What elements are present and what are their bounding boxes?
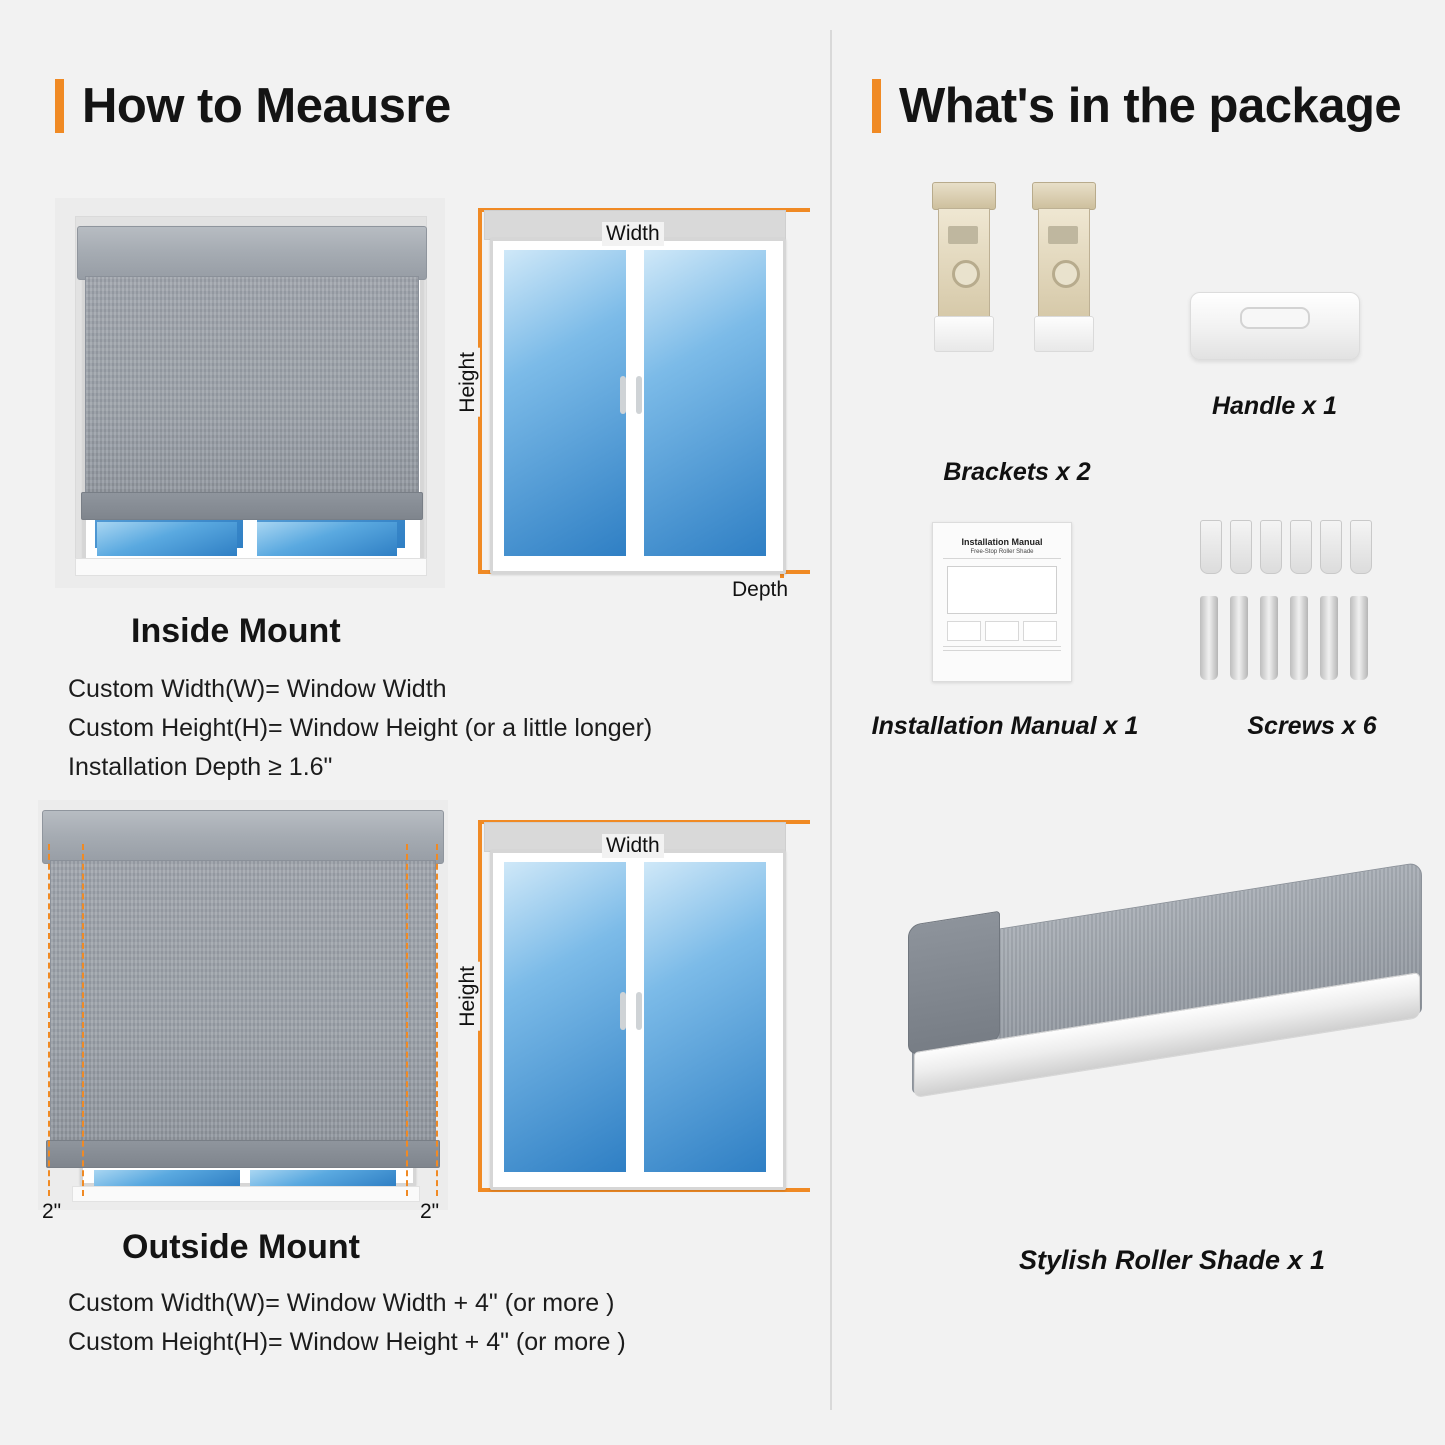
wall-anchor [1230, 520, 1252, 574]
depth-label-inside: Depth [728, 578, 792, 602]
brackets-label: Brackets x 2 [943, 458, 1091, 486]
inside-shade-fabric [85, 276, 419, 496]
package-title: What's in the package [899, 79, 1402, 133]
outside-bullet-2: Custom Height(H)= Window Height + 4" (or more ) [68, 1328, 626, 1356]
manual-rule [943, 558, 1061, 559]
screws-group [1200, 596, 1380, 686]
handle-part [1190, 292, 1360, 360]
window-glass-left-4 [504, 862, 626, 1172]
wall-anchor [1200, 520, 1222, 574]
manual-cell [947, 621, 981, 641]
window-glass-left-2 [504, 250, 626, 556]
right-extension-label: 2" [420, 1200, 440, 1223]
screw [1230, 596, 1248, 680]
handle-slot [1240, 307, 1310, 329]
exposed-glass-right-2 [250, 1170, 396, 1186]
manual-figure [947, 566, 1057, 614]
wall-anchors-group [1200, 520, 1380, 580]
outside-shade-fabric [50, 860, 436, 1144]
wall-anchor [1290, 520, 1312, 574]
wall-anchor [1260, 520, 1282, 574]
height-label-outside: Height [456, 962, 480, 1031]
how-to-measure-title: How to Meausre [82, 79, 451, 133]
window-sill [75, 558, 427, 576]
accent-bar [55, 79, 64, 133]
height-label-inside: Height [456, 348, 480, 417]
screw [1350, 596, 1368, 680]
width-label-inside: Width [602, 222, 664, 246]
inside-bullet-1: Custom Width(W)= Window Width [68, 675, 447, 703]
screws-label: Screws x 6 [1247, 712, 1377, 740]
inside-mount-photo [55, 198, 445, 588]
wall-anchor [1350, 520, 1372, 574]
exposed-glass-right [257, 522, 397, 556]
left-window-edge-guide [82, 844, 84, 1196]
manual-rule-3 [943, 650, 1061, 651]
package-contents-column [832, 0, 1445, 1445]
manual-subtitle: Free-Stop Roller Shade [970, 549, 1034, 555]
outside-mount-measure-diagram [456, 810, 810, 1210]
window-handle-left-2 [620, 992, 626, 1030]
screw [1320, 596, 1338, 680]
outside-bullet-1: Custom Width(W)= Window Width + 4" (or more ) [68, 1289, 615, 1317]
outside-bottom-rail [46, 1140, 440, 1168]
bracket-2 [1032, 182, 1094, 354]
inside-bullet-3: Installation Depth ≥ 1.6" [68, 753, 333, 781]
inside-mount-caption: Inside Mount [131, 612, 341, 650]
bracket-1 [932, 182, 994, 354]
screw [1260, 596, 1278, 680]
inside-bullet-2: Custom Height(H)= Window Height (or a little longer) [68, 714, 653, 742]
outside-mount-bullets [68, 1284, 788, 1362]
accent-bar-2 [872, 79, 881, 133]
window-handle-right-2 [636, 992, 642, 1030]
package-heading [872, 78, 1401, 134]
manual-label: Installation Manual x 1 [871, 712, 1139, 740]
how-to-measure-heading [55, 78, 451, 134]
window-glass-right-4 [644, 862, 766, 1172]
roller-shade-product [902, 860, 1432, 1170]
right-window-edge-guide [406, 844, 408, 1196]
manual-cell [985, 621, 1019, 641]
roller-end-cap [908, 911, 1000, 1056]
left-extension-guide [48, 844, 50, 1196]
screw [1290, 596, 1308, 680]
manual-rule-2 [943, 646, 1061, 647]
left-extension-label: 2" [42, 1200, 62, 1223]
outside-valance [42, 810, 444, 864]
right-extension-guide [436, 844, 438, 1196]
screw [1200, 596, 1218, 680]
inside-mount-bullets [68, 670, 768, 787]
roller-shade-label: Stylish Roller Shade x 1 [1018, 1245, 1326, 1275]
exposed-glass-left-2 [94, 1170, 240, 1186]
width-label-outside: Width [602, 834, 664, 858]
manual-title: Installation Manual [961, 537, 1043, 547]
exposed-glass-left [97, 522, 237, 556]
inside-mount-measure-diagram [456, 198, 810, 601]
handle-label: Handle x 1 [1211, 392, 1338, 420]
window-handle-right [636, 376, 642, 414]
inside-bottom-rail [81, 492, 423, 520]
window-sill-2 [72, 1186, 420, 1202]
manual-row-1 [947, 621, 1057, 641]
window-glass-right-2 [644, 250, 766, 556]
manual-cell [1023, 621, 1057, 641]
inside-valance [77, 226, 427, 280]
window-handle-left [620, 376, 626, 414]
wall-anchor [1320, 520, 1342, 574]
installation-manual [932, 522, 1072, 682]
outside-mount-photo [38, 800, 448, 1210]
outside-mount-caption: Outside Mount [122, 1228, 360, 1266]
